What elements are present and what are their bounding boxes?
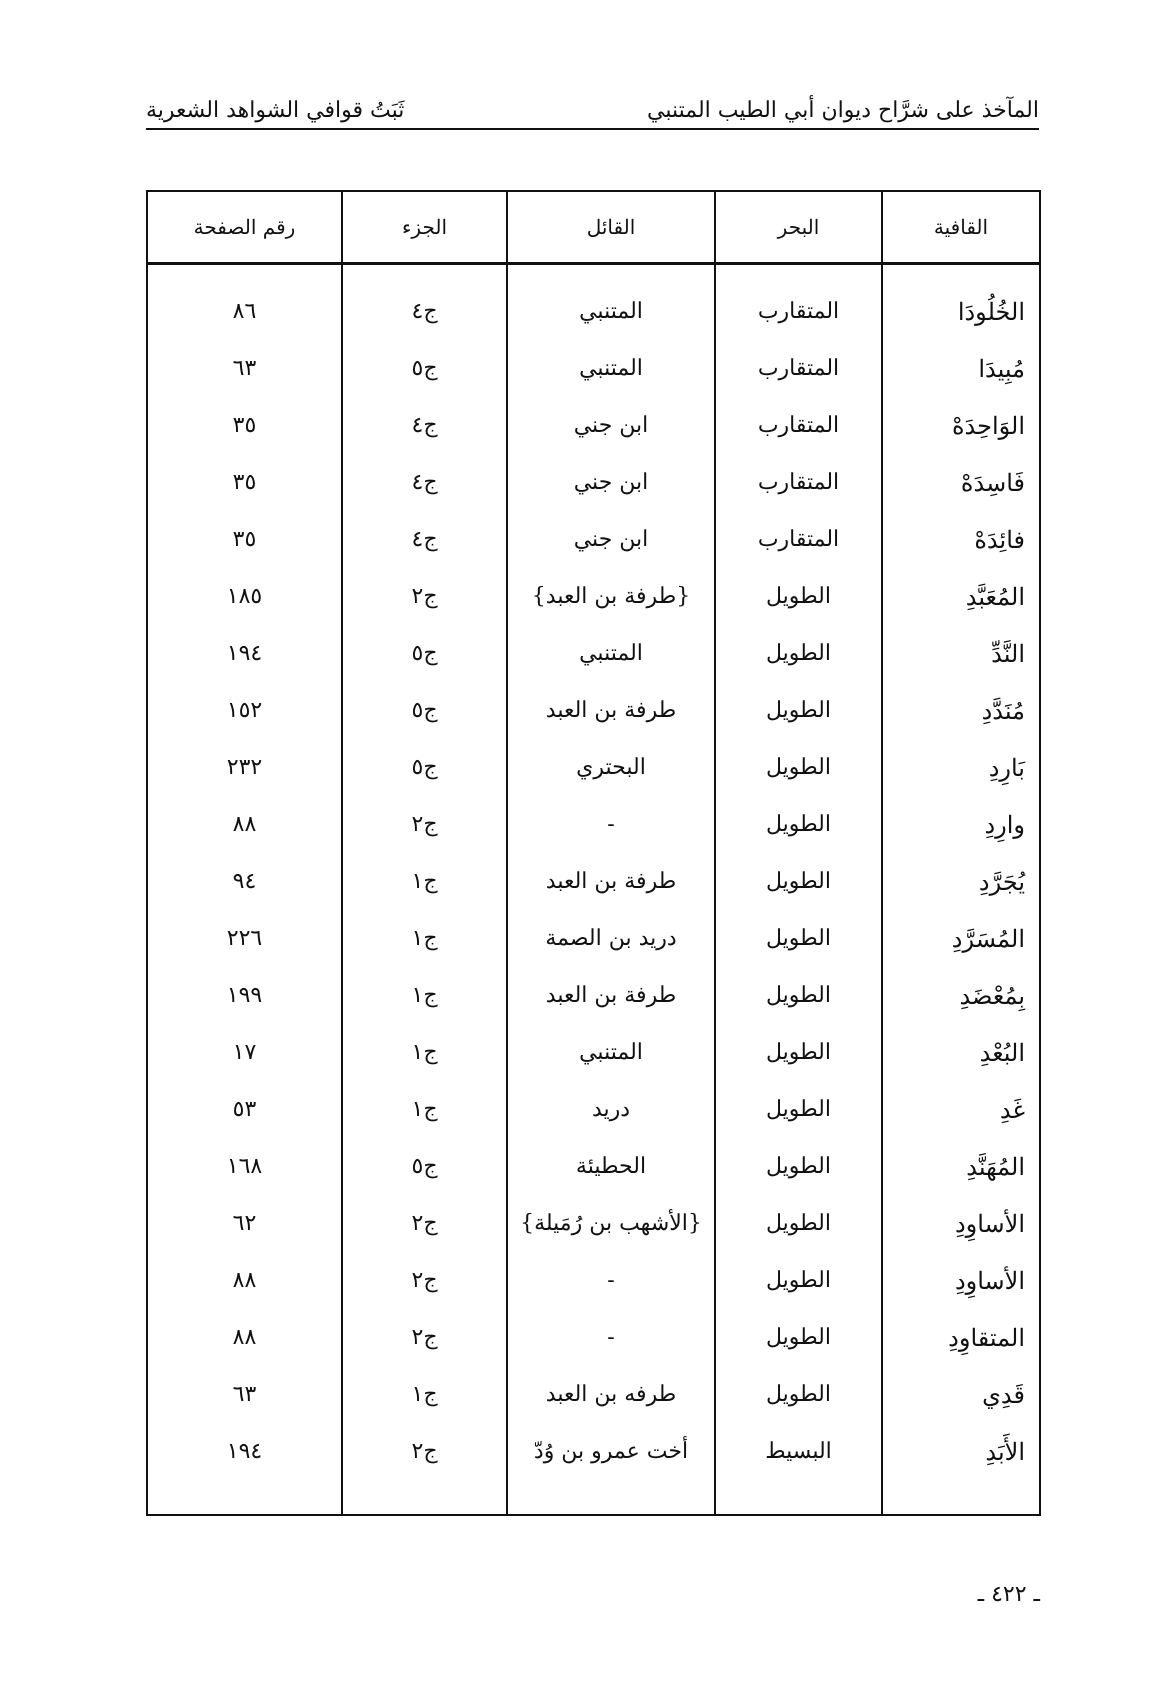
cell-poet: طرفة بن العبد	[507, 967, 715, 1024]
cell-page: ٨٦	[147, 264, 342, 341]
section-title: ثَبَتُ قوافي الشواهد الشعرية	[146, 97, 405, 123]
table-row	[147, 264, 1040, 341]
table-bottom-spacer	[147, 1480, 1040, 1515]
rhyme-index-table	[146, 190, 1041, 1516]
table-row	[147, 511, 1040, 568]
cell-rhyme: بِمُعْضَدِ	[882, 967, 1040, 1024]
running-head	[146, 84, 1039, 130]
cell-poet: المتنبي	[507, 1024, 715, 1081]
cell-volume: ج٥	[342, 739, 507, 796]
cell-volume: ج٤	[342, 397, 507, 454]
table-row	[147, 568, 1040, 625]
table-row	[147, 853, 1040, 910]
cell-meter: المتقارب	[715, 340, 882, 397]
cell-rhyme: الخُلُودَا	[882, 264, 1040, 341]
table-row	[147, 910, 1040, 967]
cell-rhyme: الوَاحِدَهْ	[882, 397, 1040, 454]
cell-volume: ج١	[342, 967, 507, 1024]
cell-volume: ج٢	[342, 568, 507, 625]
cell-poet: المتنبي	[507, 625, 715, 682]
table-row	[147, 340, 1040, 397]
cell-volume: ج٥	[342, 1138, 507, 1195]
table-row	[147, 739, 1040, 796]
cell-poet: المتنبي	[507, 340, 715, 397]
cell-page: ٦٢	[147, 1195, 342, 1252]
cell-poet: {طرفة بن العبد}	[507, 568, 715, 625]
cell-volume: ج٢	[342, 1309, 507, 1366]
cell-poet: -	[507, 1309, 715, 1366]
cell-page: ٨٨	[147, 796, 342, 853]
cell-rhyme: بَارِدِ	[882, 739, 1040, 796]
cell-poet: ابن جني	[507, 511, 715, 568]
cell-rhyme: الأساوِدِ	[882, 1252, 1040, 1309]
cell-meter: الطويل	[715, 568, 882, 625]
cell-meter: الطويل	[715, 1024, 882, 1081]
cell-page: ٦٣	[147, 340, 342, 397]
cell-rhyme: وارِدِ	[882, 796, 1040, 853]
cell-rhyme: المتقاوِدِ	[882, 1309, 1040, 1366]
cell-meter: الطويل	[715, 853, 882, 910]
cell-rhyme: الأساوِدِ	[882, 1195, 1040, 1252]
cell-meter: الطويل	[715, 910, 882, 967]
cell-volume: ج٤	[342, 264, 507, 341]
cell-meter: المتقارب	[715, 511, 882, 568]
cell-meter: الطويل	[715, 967, 882, 1024]
cell-meter: الطويل	[715, 1195, 882, 1252]
table-row	[147, 1138, 1040, 1195]
cell-page: ١٩٩	[147, 967, 342, 1024]
table-row	[147, 454, 1040, 511]
cell-volume: ج٥	[342, 625, 507, 682]
cell-page: ١٩٤	[147, 625, 342, 682]
cell-meter: المتقارب	[715, 264, 882, 341]
table-row	[147, 796, 1040, 853]
cell-poet: -	[507, 1252, 715, 1309]
cell-volume: ج٤	[342, 511, 507, 568]
header-volume: الجزء	[342, 191, 507, 264]
cell-volume: ج١	[342, 853, 507, 910]
cell-poet: ابن جني	[507, 397, 715, 454]
book-title: المآخذ على شرَّاح ديوان أبي الطيب المتنبي	[647, 97, 1039, 123]
cell-rhyme: الأَبَدِ	[882, 1423, 1040, 1480]
cell-rhyme: النَّدِّ	[882, 625, 1040, 682]
cell-volume: ج٤	[342, 454, 507, 511]
cell-page: ٣٥	[147, 454, 342, 511]
cell-page: ٨٨	[147, 1309, 342, 1366]
cell-meter: الطويل	[715, 1366, 882, 1423]
cell-volume: ج٥	[342, 682, 507, 739]
table-row	[147, 1309, 1040, 1366]
cell-rhyme: المُسَرَّدِ	[882, 910, 1040, 967]
cell-meter: الطويل	[715, 1252, 882, 1309]
cell-meter: البسيط	[715, 1423, 882, 1480]
cell-volume: ج١	[342, 1024, 507, 1081]
cell-page: ١٧	[147, 1024, 342, 1081]
cell-meter: الطويل	[715, 625, 882, 682]
table-row	[147, 625, 1040, 682]
cell-meter: الطويل	[715, 1081, 882, 1138]
cell-page: ١٨٥	[147, 568, 342, 625]
cell-poet: ابن جني	[507, 454, 715, 511]
cell-volume: ج١	[342, 910, 507, 967]
cell-poet: طرفة بن العبد	[507, 682, 715, 739]
cell-volume: ج١	[342, 1366, 507, 1423]
table-row	[147, 1366, 1040, 1423]
table-row	[147, 1024, 1040, 1081]
cell-poet: أخت عمرو بن وُدّ	[507, 1423, 715, 1480]
cell-volume: ج٢	[342, 796, 507, 853]
cell-poet: طرفه بن العبد	[507, 1366, 715, 1423]
cell-meter: الطويل	[715, 1138, 882, 1195]
cell-meter: الطويل	[715, 796, 882, 853]
cell-rhyme: يُجَرَّدِ	[882, 853, 1040, 910]
table-row	[147, 1195, 1040, 1252]
cell-poet: -	[507, 796, 715, 853]
cell-page: ٣٥	[147, 511, 342, 568]
header-meter: البحر	[715, 191, 882, 264]
cell-poet: طرفة بن العبد	[507, 853, 715, 910]
cell-rhyme: قَدِي	[882, 1366, 1040, 1423]
cell-page: ٢٣٢	[147, 739, 342, 796]
page-number: ـ ٤٢٢ ـ	[977, 1582, 1040, 1607]
cell-page: ١٥٢	[147, 682, 342, 739]
cell-poet: دريد بن الصمة	[507, 910, 715, 967]
cell-poet: الحطيئة	[507, 1138, 715, 1195]
cell-page: ٩٤	[147, 853, 342, 910]
cell-volume: ج٢	[342, 1195, 507, 1252]
cell-rhyme: فَاسِدَهْ	[882, 454, 1040, 511]
cell-rhyme: فائِدَهْ	[882, 511, 1040, 568]
cell-poet: البحتري	[507, 739, 715, 796]
cell-volume: ج١	[342, 1081, 507, 1138]
header-poet: القائل	[507, 191, 715, 264]
table-row	[147, 1252, 1040, 1309]
cell-rhyme: المُهَنَّدِ	[882, 1138, 1040, 1195]
cell-meter: المتقارب	[715, 397, 882, 454]
header-page: رقم الصفحة	[147, 191, 342, 264]
cell-rhyme: المُعَبَّدِ	[882, 568, 1040, 625]
table-row	[147, 1423, 1040, 1480]
cell-volume: ج٥	[342, 340, 507, 397]
cell-poet: {الأشهب بن رُمَيلة}	[507, 1195, 715, 1252]
cell-volume: ج٢	[342, 1252, 507, 1309]
table-row	[147, 967, 1040, 1024]
cell-rhyme: مُبِيدَا	[882, 340, 1040, 397]
cell-page: ٣٥	[147, 397, 342, 454]
table-row	[147, 397, 1040, 454]
cell-page: ٦٣	[147, 1366, 342, 1423]
cell-meter: الطويل	[715, 739, 882, 796]
cell-page: ٢٢٦	[147, 910, 342, 967]
table-row	[147, 1081, 1040, 1138]
cell-rhyme: البُعْدِ	[882, 1024, 1040, 1081]
cell-meter: المتقارب	[715, 454, 882, 511]
cell-rhyme: مُنَدَّدِ	[882, 682, 1040, 739]
table-header-row	[147, 191, 1040, 264]
cell-rhyme: غَدِ	[882, 1081, 1040, 1138]
cell-page: ١٩٤	[147, 1423, 342, 1480]
table-row	[147, 682, 1040, 739]
cell-page: ١٦٨	[147, 1138, 342, 1195]
cell-meter: الطويل	[715, 1309, 882, 1366]
cell-poet: المتنبي	[507, 264, 715, 341]
cell-page: ٥٣	[147, 1081, 342, 1138]
cell-page: ٨٨	[147, 1252, 342, 1309]
cell-meter: الطويل	[715, 682, 882, 739]
cell-volume: ج٢	[342, 1423, 507, 1480]
cell-poet: دريد	[507, 1081, 715, 1138]
header-rhyme: القافية	[882, 191, 1040, 264]
